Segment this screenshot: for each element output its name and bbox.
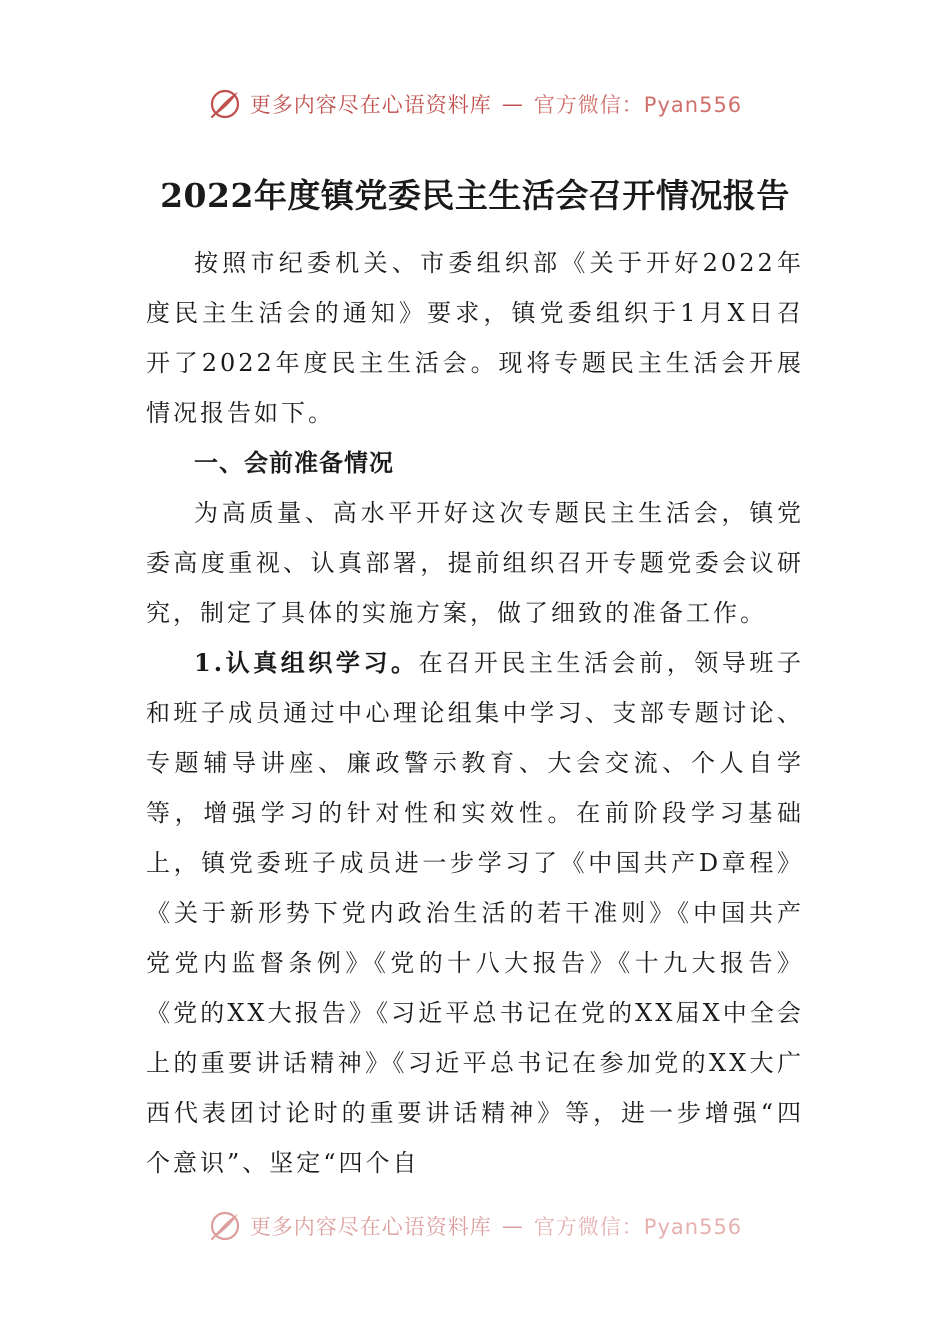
watermark-separator: — xyxy=(501,92,524,116)
watermark-contact: 官方微信：Pyan556 xyxy=(533,1215,743,1239)
watermark-text: 更多内容尽在心语资料库 xyxy=(249,1215,492,1239)
watermark-separator: — xyxy=(501,1214,524,1238)
section-heading: 一、会前准备情况 xyxy=(194,449,394,477)
list-item-paragraph xyxy=(146,638,804,1188)
watermark-text: 更多内容尽在心语资料库 xyxy=(249,93,492,117)
list-item-lead: 1.认真组织学习。 xyxy=(194,648,419,677)
document-body xyxy=(146,238,804,1188)
watermark-header xyxy=(0,86,950,122)
watermark-contact: 官方微信：Pyan556 xyxy=(533,93,743,117)
quill-logo-icon xyxy=(208,87,242,121)
list-item-text: 在召开民主生活会前，领导班子和班子成员通过中心理论组集中学习、支部专题讨论、专题辅导讲座、廉政警示教育、大会交流、个人自学等，增强学习的针对性和实效性。在前阶段学习基础上，镇党委班子成员进一步学习了《中国共产D章程》《关于新形势下党内政治生活的若干准则》《中国共产党党内监督条例》《党的十八大报告》《十九大报告》《党的XX大报告》《习近平总书记在党的XX届X中全会上的重要讲话精神》《习近平总书记在参加党的XX大广西代表团讨论时的重要讲话精神》等，进一步增强“四个意识”、坚定“四个自 xyxy=(146,649,804,1177)
intro-paragraph: 按照市纪委机关、市委组织部《关于开好2022年度民主生活会的通知》要求，镇党委组织于1月X日召开了2022年度民主生活会。现将专题民主生活会开展情况报告如下。 xyxy=(146,249,804,427)
quill-logo-icon xyxy=(208,1209,242,1243)
section-paragraph: 为高质量、高水平开好这次专题民主生活会，镇党委高度重视、认真部署，提前组织召开专题党委会议研究，制定了具体的实施方案，做了细致的准备工作。 xyxy=(146,499,804,627)
watermark-footer xyxy=(0,1208,950,1244)
page-title: 2022年度镇党委民主生活会召开情况报告 xyxy=(160,176,790,215)
